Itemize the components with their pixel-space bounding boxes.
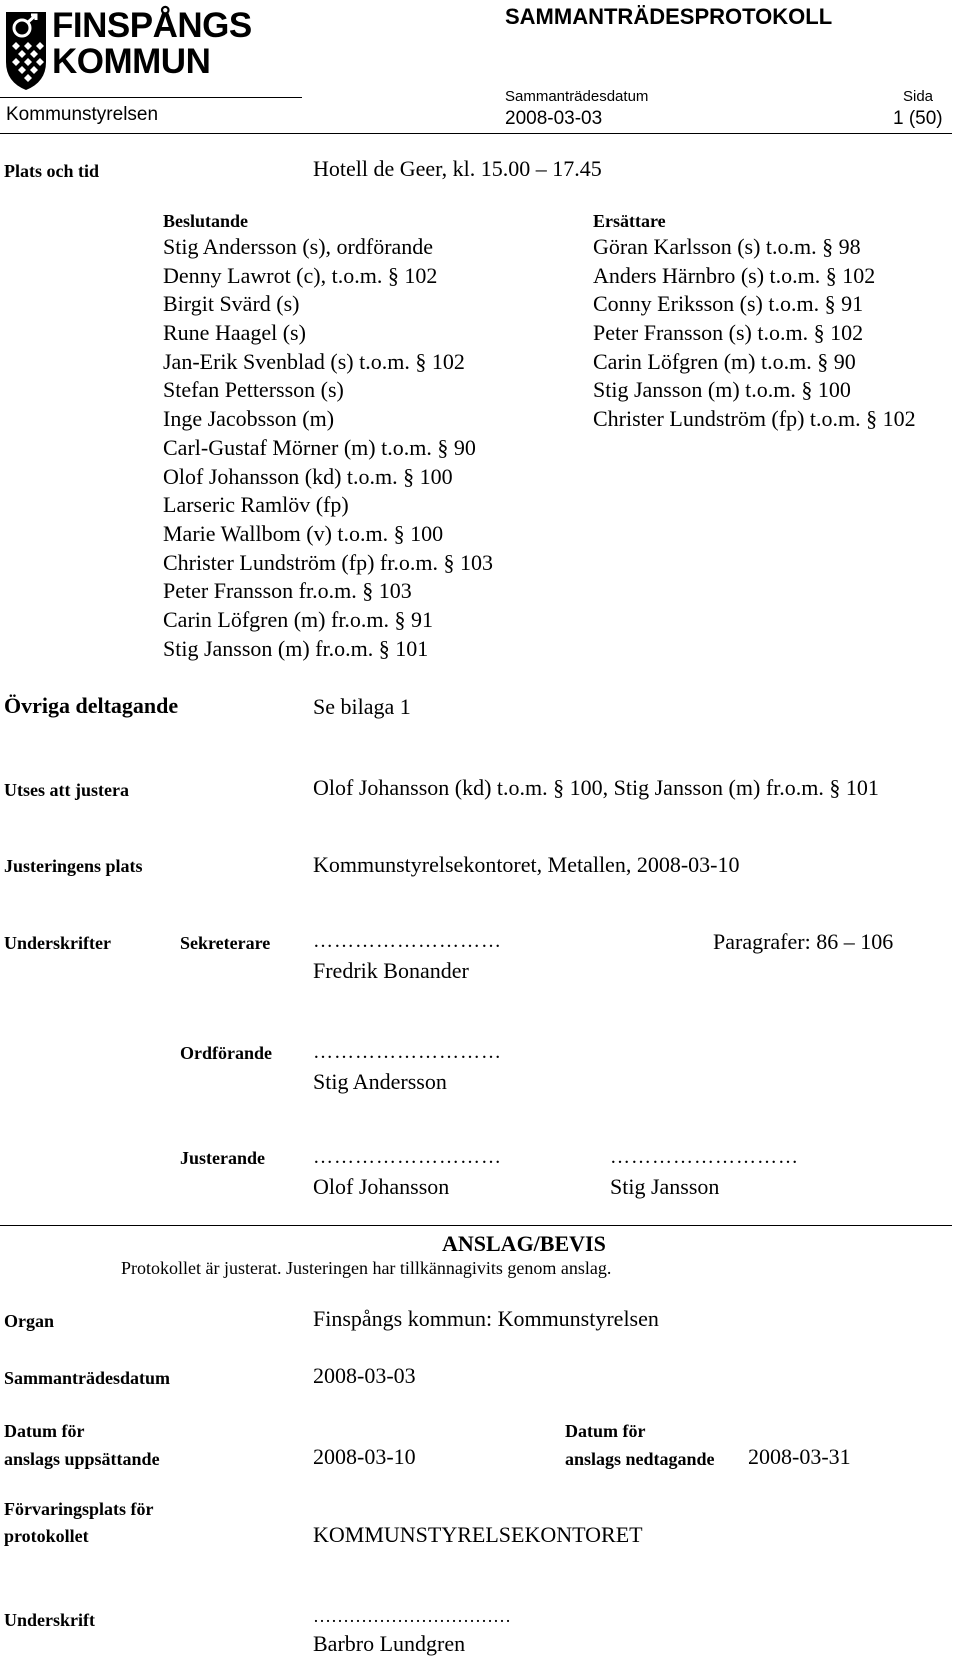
place-time-label: Plats och tid xyxy=(4,161,100,181)
organ-label: Organ xyxy=(4,1311,55,1331)
list-item: Peter Fransson (s) t.o.m. § 102 xyxy=(593,320,864,346)
justerande-name-2: Stig Jansson xyxy=(610,1174,720,1199)
logo-line-2: KOMMUN xyxy=(52,42,211,81)
nedtagande-label-line-2: anslags nedtagande xyxy=(565,1449,715,1469)
list-item: Stig Jansson (m) t.o.m. § 100 xyxy=(593,377,851,403)
list-item: Carin Löfgren (m) fr.o.m. § 91 xyxy=(163,606,434,632)
beslutande-heading: Beslutande xyxy=(163,211,249,231)
justeringens-plats-label: Justeringens plats xyxy=(4,856,143,876)
list-item: Carin Löfgren (m) t.o.m. § 90 xyxy=(593,348,856,374)
underskrift-label: Underskrift xyxy=(4,1610,95,1630)
header-rule xyxy=(0,133,952,134)
justerande-signature-line-1: ……………………… xyxy=(313,1146,502,1168)
ovriga-label: Övriga deltagande xyxy=(4,693,179,718)
municipality-logo xyxy=(4,8,304,94)
list-item: Göran Karlsson (s) t.o.m. § 98 xyxy=(593,234,861,259)
list-item: Stig Andersson (s), ordförande xyxy=(163,234,434,259)
list-item: Stig Jansson (m) fr.o.m. § 101 xyxy=(163,635,429,661)
justerande-signature-line-2: ……………………… xyxy=(610,1146,799,1168)
ordforande-signature-line: ……………………… xyxy=(313,1041,502,1063)
list-item: Christer Lundström (fp) t.o.m. § 102 xyxy=(593,406,916,432)
list-item: Marie Wallbom (v) t.o.m. § 100 xyxy=(163,520,444,546)
list-item: Carl-Gustaf Mörner (m) t.o.m. § 90 xyxy=(163,434,476,460)
page-label: Sida xyxy=(903,88,934,105)
sekreterare-label: Sekreterare xyxy=(180,933,271,953)
list-item: Anders Härnbro (s) t.o.m. § 102 xyxy=(593,262,876,288)
ordforande-name: Stig Andersson xyxy=(313,1069,447,1094)
underskrift-signature-line: …………………………… xyxy=(313,1606,511,1626)
list-item: Larseric Ramlöv (fp) xyxy=(163,492,349,518)
utses-value: Olof Johansson (kd) t.o.m. § 100, Stig Jansson (m) fr.o.m. § 101 xyxy=(313,775,879,800)
anslag-subtitle: Protokollet är justerat. Justeringen har tillkännagivits genom anslag. xyxy=(121,1258,612,1278)
document-type: SAMMANTRÄDESPROTOKOLL xyxy=(505,4,833,29)
anslag-rule xyxy=(0,1225,952,1226)
sekreterare-signature-line: ……………………… xyxy=(313,930,502,952)
nedtagande-value: 2008-03-31 xyxy=(748,1444,851,1469)
meeting-date-label: Sammanträdesdatum xyxy=(505,88,649,105)
beslutande-list xyxy=(163,233,493,663)
paragrafer-range: Paragrafer: 86 – 106 xyxy=(713,929,894,954)
underskrift-name: Barbro Lundgren xyxy=(313,1631,466,1656)
ersattare-heading: Ersättare xyxy=(593,211,666,231)
uppsattande-label-line-2: anslags uppsättande xyxy=(4,1449,160,1469)
justerande-name-1: Olof Johansson xyxy=(313,1174,450,1199)
forvaring-label-line-2: protokollet xyxy=(4,1526,89,1546)
list-item: Peter Fransson fr.o.m. § 103 xyxy=(163,578,412,604)
department-name: Kommunstyrelsen xyxy=(6,104,159,125)
place-time-value: Hotell de Geer, kl. 15.00 – 17.45 xyxy=(313,156,602,181)
anslag-heading: ANSLAG/BEVIS xyxy=(442,1231,606,1256)
uppsattande-value: 2008-03-10 xyxy=(313,1444,416,1469)
list-item: Stefan Pettersson (s) xyxy=(163,377,344,403)
nedtagande-label-line-1: Datum för xyxy=(565,1421,646,1441)
header-rule-left xyxy=(0,97,302,98)
organ-value: Finspångs kommun: Kommunstyrelsen xyxy=(313,1306,659,1331)
list-item: Conny Eriksson (s) t.o.m. § 91 xyxy=(593,291,864,317)
ordforande-label: Ordförande xyxy=(180,1043,272,1063)
logo-line-1: FINSPÅNGS xyxy=(52,6,252,45)
list-item: Rune Haagel (s) xyxy=(163,320,306,346)
sekreterare-name: Fredrik Bonander xyxy=(313,958,469,983)
underskrifter-label: Underskrifter xyxy=(4,933,111,953)
list-item: Inge Jacobsson (m) xyxy=(163,406,335,432)
list-item: Olof Johansson (kd) t.o.m. § 100 xyxy=(163,463,453,489)
list-item: Birgit Svärd (s) xyxy=(163,291,300,317)
list-item: Jan-Erik Svenblad (s) t.o.m. § 102 xyxy=(163,348,465,374)
justeringens-plats-value: Kommunstyrelsekontoret, Metallen, 2008-03-10 xyxy=(313,852,740,877)
sammantradesdatum-value: 2008-03-03 xyxy=(313,1363,416,1388)
ersattare-list xyxy=(593,233,916,434)
forvaring-label-line-1: Förvaringsplats för xyxy=(4,1499,154,1519)
justerande-label: Justerande xyxy=(180,1148,265,1168)
utses-label: Utses att justera xyxy=(4,780,129,800)
coat-of-arms-icon xyxy=(4,10,48,92)
uppsattande-label-line-1: Datum för xyxy=(4,1421,85,1441)
forvaring-value: KOMMUNSTYRELSEKONTORET xyxy=(313,1522,643,1547)
sammantradesdatum-label: Sammanträdesdatum xyxy=(4,1368,171,1388)
list-item: Denny Lawrot (c), t.o.m. § 102 xyxy=(163,262,438,288)
page-number: 1 (50) xyxy=(893,108,943,129)
list-item: Christer Lundström (fp) fr.o.m. § 103 xyxy=(163,549,493,575)
meeting-date-value: 2008-03-03 xyxy=(505,108,603,129)
ovriga-value: Se bilaga 1 xyxy=(313,694,411,719)
